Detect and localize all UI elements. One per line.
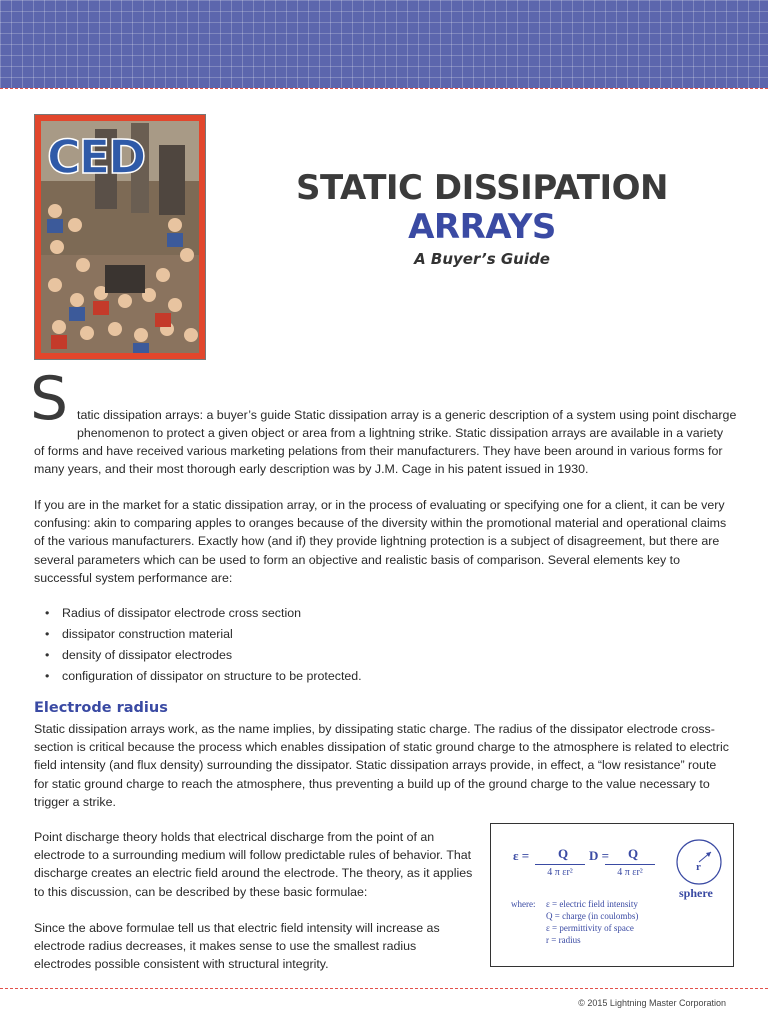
- intro-line-1: tatic dissipation arrays: a buyer’s guide Static dissipation array is a generic description of a system using point discharge: [77, 408, 737, 422]
- sphere-label: sphere: [679, 886, 713, 900]
- key-elements-list: [40, 603, 362, 687]
- page-title-accent: ARRAYS: [408, 207, 556, 247]
- definition-item: Q = charge (in coulombs): [546, 911, 639, 921]
- bottom-divider: [0, 988, 768, 989]
- page-subtitle: A Buyer’s Guide: [414, 250, 550, 268]
- point-discharge-paragraph: Point discharge theory holds that electrical discharge from the point of an electrode to a surrounding medium will follow predictable rules of behavior. That discharge creates an electric field around the electrode. The theory, as it applies to this discussion, can be described by these basic formulae:: [34, 830, 473, 899]
- page-title: STATIC DISSIPATION: [296, 168, 668, 208]
- title-block: [282, 168, 682, 268]
- formula-e-numerator: Q: [557, 846, 569, 861]
- intro-paragraph-rest: of forms and have received various marketing pelations from their manufacturers. They have been around in various forms for many years, and their most thorough early description was by J.M. Cage in his patent issued in 1930.: [34, 444, 723, 477]
- formula-d-numerator: Q: [627, 846, 639, 861]
- top-divider: [0, 88, 768, 89]
- list-item: • density of dissipator electrodes: [40, 645, 362, 666]
- formula-box: [490, 823, 734, 967]
- sphere-radius-label: r: [696, 861, 701, 873]
- cover-title: CED: [47, 130, 145, 184]
- where-label: where:: [511, 899, 536, 909]
- formula-e-lhs: ε =: [513, 848, 530, 863]
- list-item: • dissipator construction material: [40, 624, 362, 645]
- formula-d-lhs: D =: [589, 848, 610, 863]
- cover-image: [34, 114, 206, 360]
- evaluation-paragraph: If you are in the market for a static dissipation array, or in the process of evaluating or specifying one for a client, it can be very confusing: akin to comparing apples to oranges because of the diversity within the promotional material and operational claims of the various manufacturers. Exactly how (and if) they provide lightning protection is a subject of disagreement, but there are several parameters which can be used to form an objective and realistic basis of comparison. Several elements key to successful system performance are:: [34, 498, 727, 585]
- formula-e-fraction-bar: [535, 864, 585, 865]
- copyright-footer: © 2015 Lightning Master Corporation: [578, 998, 726, 1008]
- header-band: [0, 0, 768, 88]
- conclusion-paragraph: Since the above formulae tell us that electric field intensity will increase as electrode radius decreases, it makes sense to use the smallest radius electrodes possible consistent with structural integrity.: [34, 921, 440, 972]
- formula-d-denominator: 4 π εr²: [617, 867, 643, 878]
- definition-item: r = radius: [546, 935, 581, 945]
- section-heading: Electrode radius: [34, 700, 168, 716]
- formula-d-fraction-bar: [605, 864, 655, 865]
- list-item: • configuration of dissipator on structure to be protected.: [40, 666, 362, 687]
- definition-item: ε = electric field intensity: [546, 899, 638, 909]
- formula-e-denominator: 4 π εr²: [547, 867, 573, 878]
- drop-cap: S: [30, 364, 69, 434]
- electrode-radius-paragraph: Static dissipation arrays work, as the name implies, by dissipating static charge. The radius of the dissipator electrode cross-section is critical because the process which enables dissipation of static ground charge to the atmosphere is related to electric field intensity (and flux density) surrounding the dissipator. Static dissipation arrays provide, in effect, a “low resistance” route for static ground charge to reach the atmosphere, thus preventing a build up of the ground charge to the value necessary to trigger a strike.: [34, 722, 729, 809]
- intro-line-2: phenomenon to protect a given object or area from a lightning strike. Static dissipation arrays are available in a variety: [77, 426, 724, 440]
- list-item: • Radius of dissipator electrode cross section: [40, 603, 362, 624]
- definition-item: ε = permittivity of space: [546, 923, 634, 933]
